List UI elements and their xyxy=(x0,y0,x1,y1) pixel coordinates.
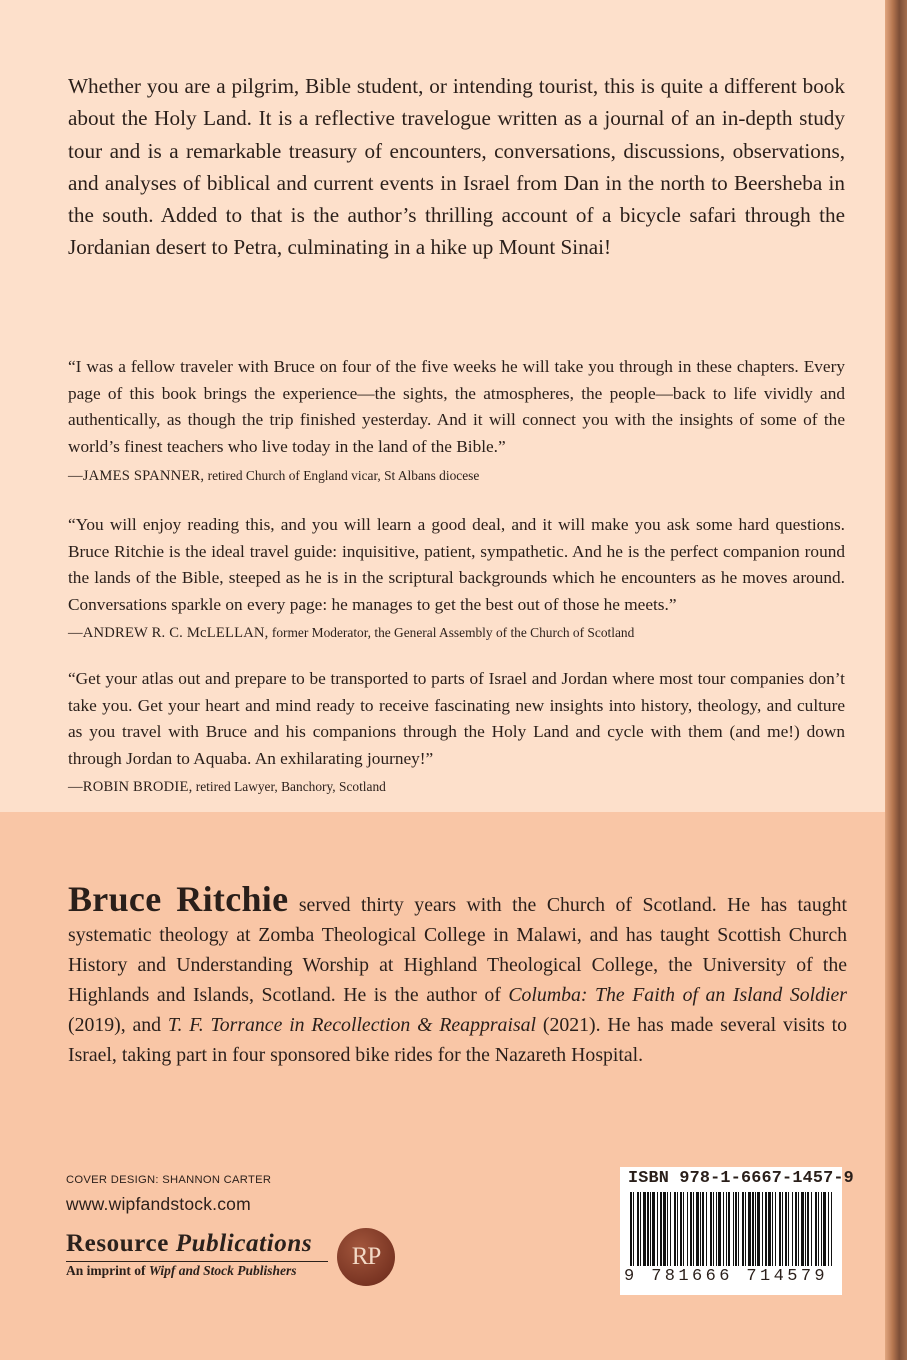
bio-text: served thirty years with the Church of Scotland. He has taught systematic theology at Zomba Theological College in Malawi, and has taught Scottish Church History and Understanding Worship at Highland Theological College, the University of the Highlands and Islands, Scotland. He is the author of xyxy=(68,894,847,1006)
barcode-icon xyxy=(628,1192,834,1272)
endorsement-quote-1: “I was a fellow traveler with Bruce on four of the five weeks he will take you through in these chapters. Every page of this book brings the experience—the sights, the atmospheres, the people—back to life vividly and authentically, as though the trip finished yesterday. And it will connect you with the insights of some of the world’s finest teachers who live today in the land of the Bible.” xyxy=(68,357,845,456)
author-bio xyxy=(68,879,847,1070)
endorser-role: retired Church of England vicar, St Albans diocese xyxy=(207,468,480,483)
endorsement-attribution-1 xyxy=(68,467,479,485)
author-name: Bruce Ritchie xyxy=(68,879,289,919)
endorser-name: —ANDREW R. C. McLELLAN, xyxy=(68,625,269,641)
endorsement-quote-3: “Get your atlas out and prepare to be transported to parts of Israel and Jordan where most tour companies don’t take you. Get your heart and mind ready to receive fascinating new insights into history, theology, and culture as you travel with Bruce and his companions through the Holy Land and cycle with them (and me!) down through Jordan to Aquaba. An exhilarating journey!” xyxy=(68,669,845,768)
endorsement-attribution-3 xyxy=(68,778,386,796)
endorsement-quote-2: “You will enjoy reading this, and you will learn a good deal, and it will make you ask some hard questions. Bruce Ritchie is the ideal travel guide: inquisitive, patient, sympathetic. And he is the perfect companion round the lands of the Bible, steeped as he is in the scriptural backgrounds which he encounters as he moves around. Conversations sparkle on every page: he manages to get the best out of those he meets.” xyxy=(68,515,845,614)
publisher-divider xyxy=(66,1261,328,1262)
publisher-website: www.wipfandstock.com xyxy=(66,1194,251,1214)
endorser-name: —JAMES SPANNER, xyxy=(68,468,205,484)
barcode-digits: 9 781666 714579 xyxy=(624,1267,829,1286)
publisher-logo-icon: RP xyxy=(337,1228,395,1286)
endorser-role: former Moderator, the General Assembly of the Church of Scotland xyxy=(271,625,635,640)
endorser-name: —ROBIN BRODIE, xyxy=(68,779,193,795)
endorsement-attribution-2 xyxy=(68,624,634,642)
book-title: T. F. Torrance in Recollection & Reappraisal xyxy=(167,1014,537,1036)
book-blurb: Whether you are a pilgrim, Bible student, or intending tourist, this is quite a different book about the Holy Land. It is a reflective travelogue written as a journal of an in-depth study tour and is a remarkable treasury of encounters, conversations, discussions, observations, and analyses of biblical and current events in Israel from Dan in the north to Beersheba in the south. Added to that is the author’s thrilling account of a bicycle safari through the Jordanian desert to Petra, culminating in a hike up Mount Sinai! xyxy=(68,74,845,260)
publisher-word: Resource xyxy=(66,1230,169,1257)
book-title: Columba: The Faith of an Island Soldier xyxy=(508,984,847,1006)
bio-text: (2019), and xyxy=(68,1014,168,1036)
imprint-line xyxy=(66,1263,297,1279)
publisher-name xyxy=(66,1230,312,1258)
cover-spine-edge xyxy=(885,0,907,1360)
cover-design-credit: COVER DESIGN: SHANNON CARTER xyxy=(66,1174,272,1186)
endorser-role: retired Lawyer, Banchory, Scotland xyxy=(195,779,386,794)
isbn-label: ISBN 978-1-6667-1457-9 xyxy=(628,1169,854,1188)
imprint-prefix: An imprint of xyxy=(66,1263,146,1278)
publisher-word: Publications xyxy=(175,1230,313,1257)
imprint-publisher: Wipf and Stock Publishers xyxy=(148,1263,297,1278)
bio-text: (2021). He has made several visits to Israel, taking part in four sponsored bike rides for the Nazareth Hospital. xyxy=(68,1014,847,1066)
